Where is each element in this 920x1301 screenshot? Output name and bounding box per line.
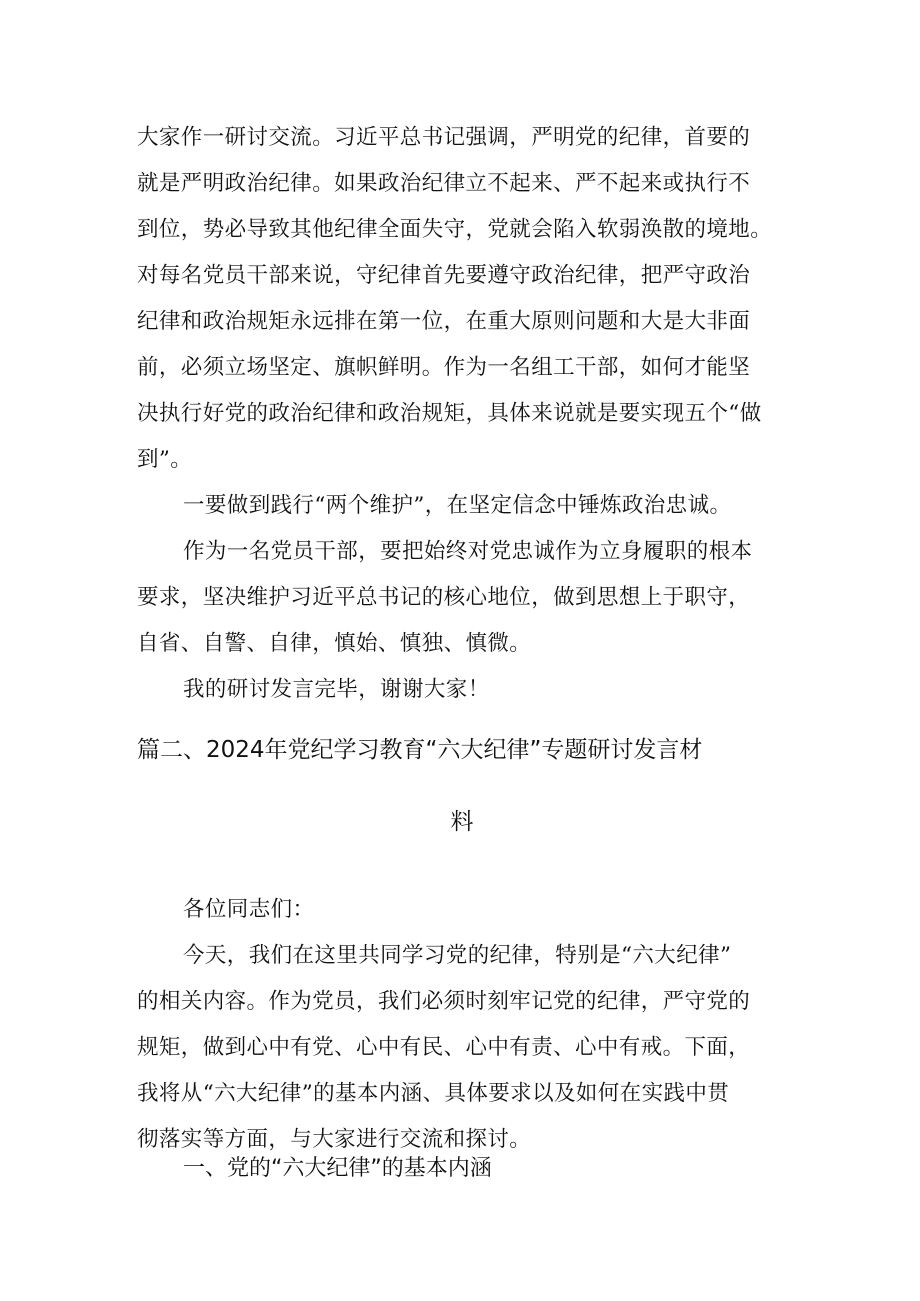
text-line: 彻落实等方面，与大家进行交流和探讨。: [137, 1127, 532, 1152]
section1-paragraph-1: [137, 115, 797, 713]
text-line: 到位，势必导致其他纪律全面失守，党就会陷入软弱涣散的境地。: [137, 217, 773, 242]
text-line: 纪律和政治规矩永远排在第一位，在重大原则问题和大是大非面: [137, 309, 751, 334]
text-line: 我将从“六大纪律”的基本内涵、具体要求以及如何在实践中贯: [137, 1081, 730, 1106]
text-line: 决执行好党的政治纪律和政治规矩，具体来说就是要实现五个“做: [137, 401, 762, 426]
title-line: 篇二、2024年党纪学习教育“六大纪律”专题研讨发言材: [137, 737, 703, 763]
text-line: 前，必须立场坚定、旗帜鲜明。作为一名组工干部，如何才能坚: [137, 355, 751, 380]
point-heading: 一要做到践行“两个维护”，在坚定信念中锤炼政治忠诚。: [183, 493, 732, 518]
text-line: 就是严明政治纪律。如果政治纪律立不起来、严不起来或执行不: [137, 171, 751, 196]
section2-body: [137, 887, 797, 1163]
text-line: 作为一名党员干部，要把始终对党忠诚作为立身履职的根本: [183, 539, 753, 564]
text-line: 对每名党员干部来说，守纪律首先要遵守政治纪律，把严守政治: [137, 263, 751, 288]
text-line: 今天，我们在这里共同学习党的纪律，特别是“六大纪律”: [183, 943, 732, 968]
greeting: 各位同志们：: [183, 897, 315, 922]
text-line: 的相关内容。作为党员，我们必须时刻牢记党的纪律，严守党的: [137, 989, 751, 1014]
text-line: 规矩，做到心中有党、心中有民、心中有责、心中有戒。下面，: [137, 1035, 751, 1060]
title-line: 料: [450, 809, 474, 835]
text-line: 大家作一研讨交流。习近平总书记强调，严明党的纪律，首要的: [137, 125, 751, 150]
text-line: 自省、自警、自律，慎始、慎独、慎微。: [137, 631, 532, 656]
closing-remark: 我的研讨发言完毕，谢谢大家！: [183, 677, 490, 702]
text-line: 到”。: [137, 447, 193, 472]
section2-subheading: 一、党的“六大纪律”的基本内涵: [183, 1156, 492, 1181]
section2-title: [137, 730, 797, 842]
text-line: 要求，坚决维护习近平总书记的核心地位，做到思想上于职守，: [137, 585, 751, 610]
